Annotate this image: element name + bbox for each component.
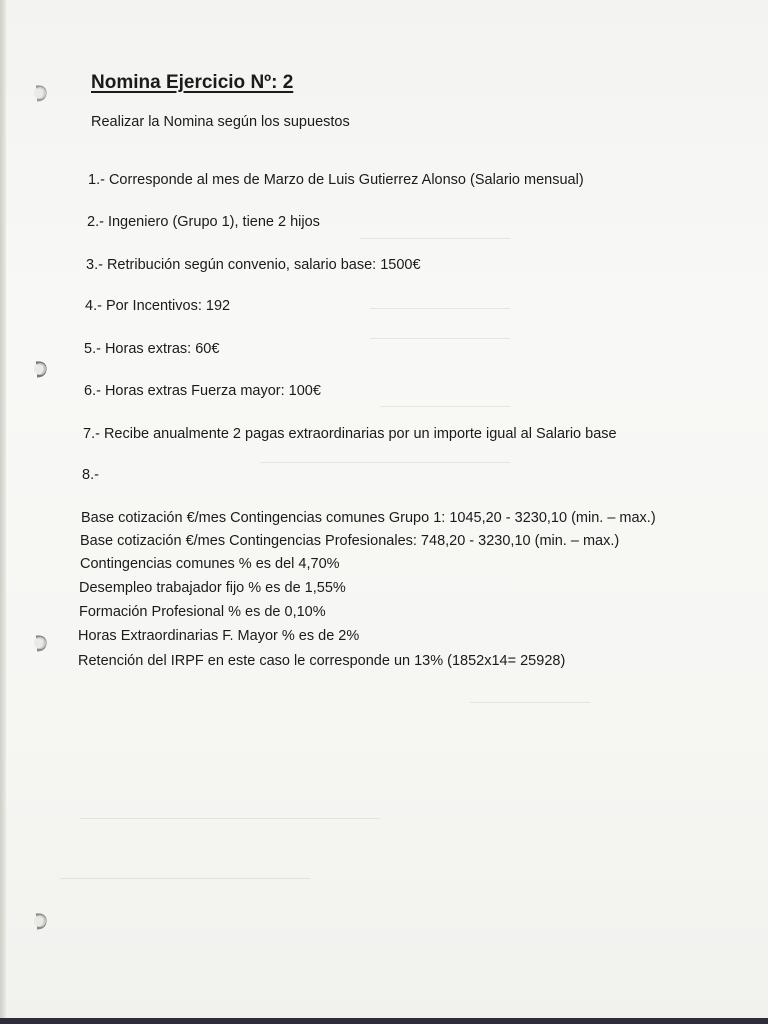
list-item: 2.- Ingeniero (Grupo 1), tiene 2 hijos (87, 214, 320, 230)
punch-hole-icon (30, 910, 52, 932)
parameter-line: Base cotización €/mes Contingencias comunes Grupo 1: 1045,20 - 3230,10 (min. – max.) (81, 510, 656, 526)
document-subtitle: Realizar la Nomina según los supuestos (91, 114, 350, 130)
paper-left-edge (0, 0, 6, 1024)
bleed-through-line (360, 238, 510, 239)
list-item: 8.- (82, 467, 99, 483)
punch-hole-icon (30, 82, 52, 104)
list-item: 4.- Por Incentivos: 192 (85, 298, 231, 314)
list-item: 5.- Horas extras: 60€ (84, 341, 220, 357)
document-title: Nomina Ejercicio Nº: 2 (91, 72, 294, 93)
bleed-through-line (370, 338, 510, 339)
list-item: 3.- Retribución según convenio, salario base: 1500€ (86, 257, 421, 273)
list-item: 7.- Recibe anualmente 2 pagas extraordinarias por un importe igual al Salario base (83, 426, 617, 442)
bleed-through-line (60, 878, 310, 879)
parameter-line: Retención del IRPF en este caso le corresponde un 13% (1852x14= 25928) (78, 653, 566, 669)
parameter-line: Horas Extraordinarias F. Mayor % es de 2% (78, 628, 360, 644)
scan-bottom-edge (0, 1018, 768, 1024)
bleed-through-line (260, 462, 510, 463)
bleed-through-line (80, 818, 380, 819)
parameter-line: Desempleo trabajador fijo % es de 1,55% (79, 580, 346, 596)
parameter-line: Formación Profesional % es de 0,10% (79, 604, 326, 620)
bleed-through-line (370, 308, 510, 309)
parameter-line: Contingencias comunes % es del 4,70% (80, 556, 340, 572)
punch-hole-icon (30, 358, 52, 380)
bleed-through-line (380, 406, 510, 407)
punch-hole-icon (30, 632, 52, 654)
list-item: 6.- Horas extras Fuerza mayor: 100€ (84, 383, 321, 399)
parameter-line: Base cotización €/mes Contingencias Profesionales: 748,20 - 3230,10 (min. – max.) (80, 533, 620, 549)
bleed-through-line (470, 702, 590, 703)
list-item: 1.- Corresponde al mes de Marzo de Luis Gutierrez Alonso (Salario mensual) (88, 172, 584, 188)
